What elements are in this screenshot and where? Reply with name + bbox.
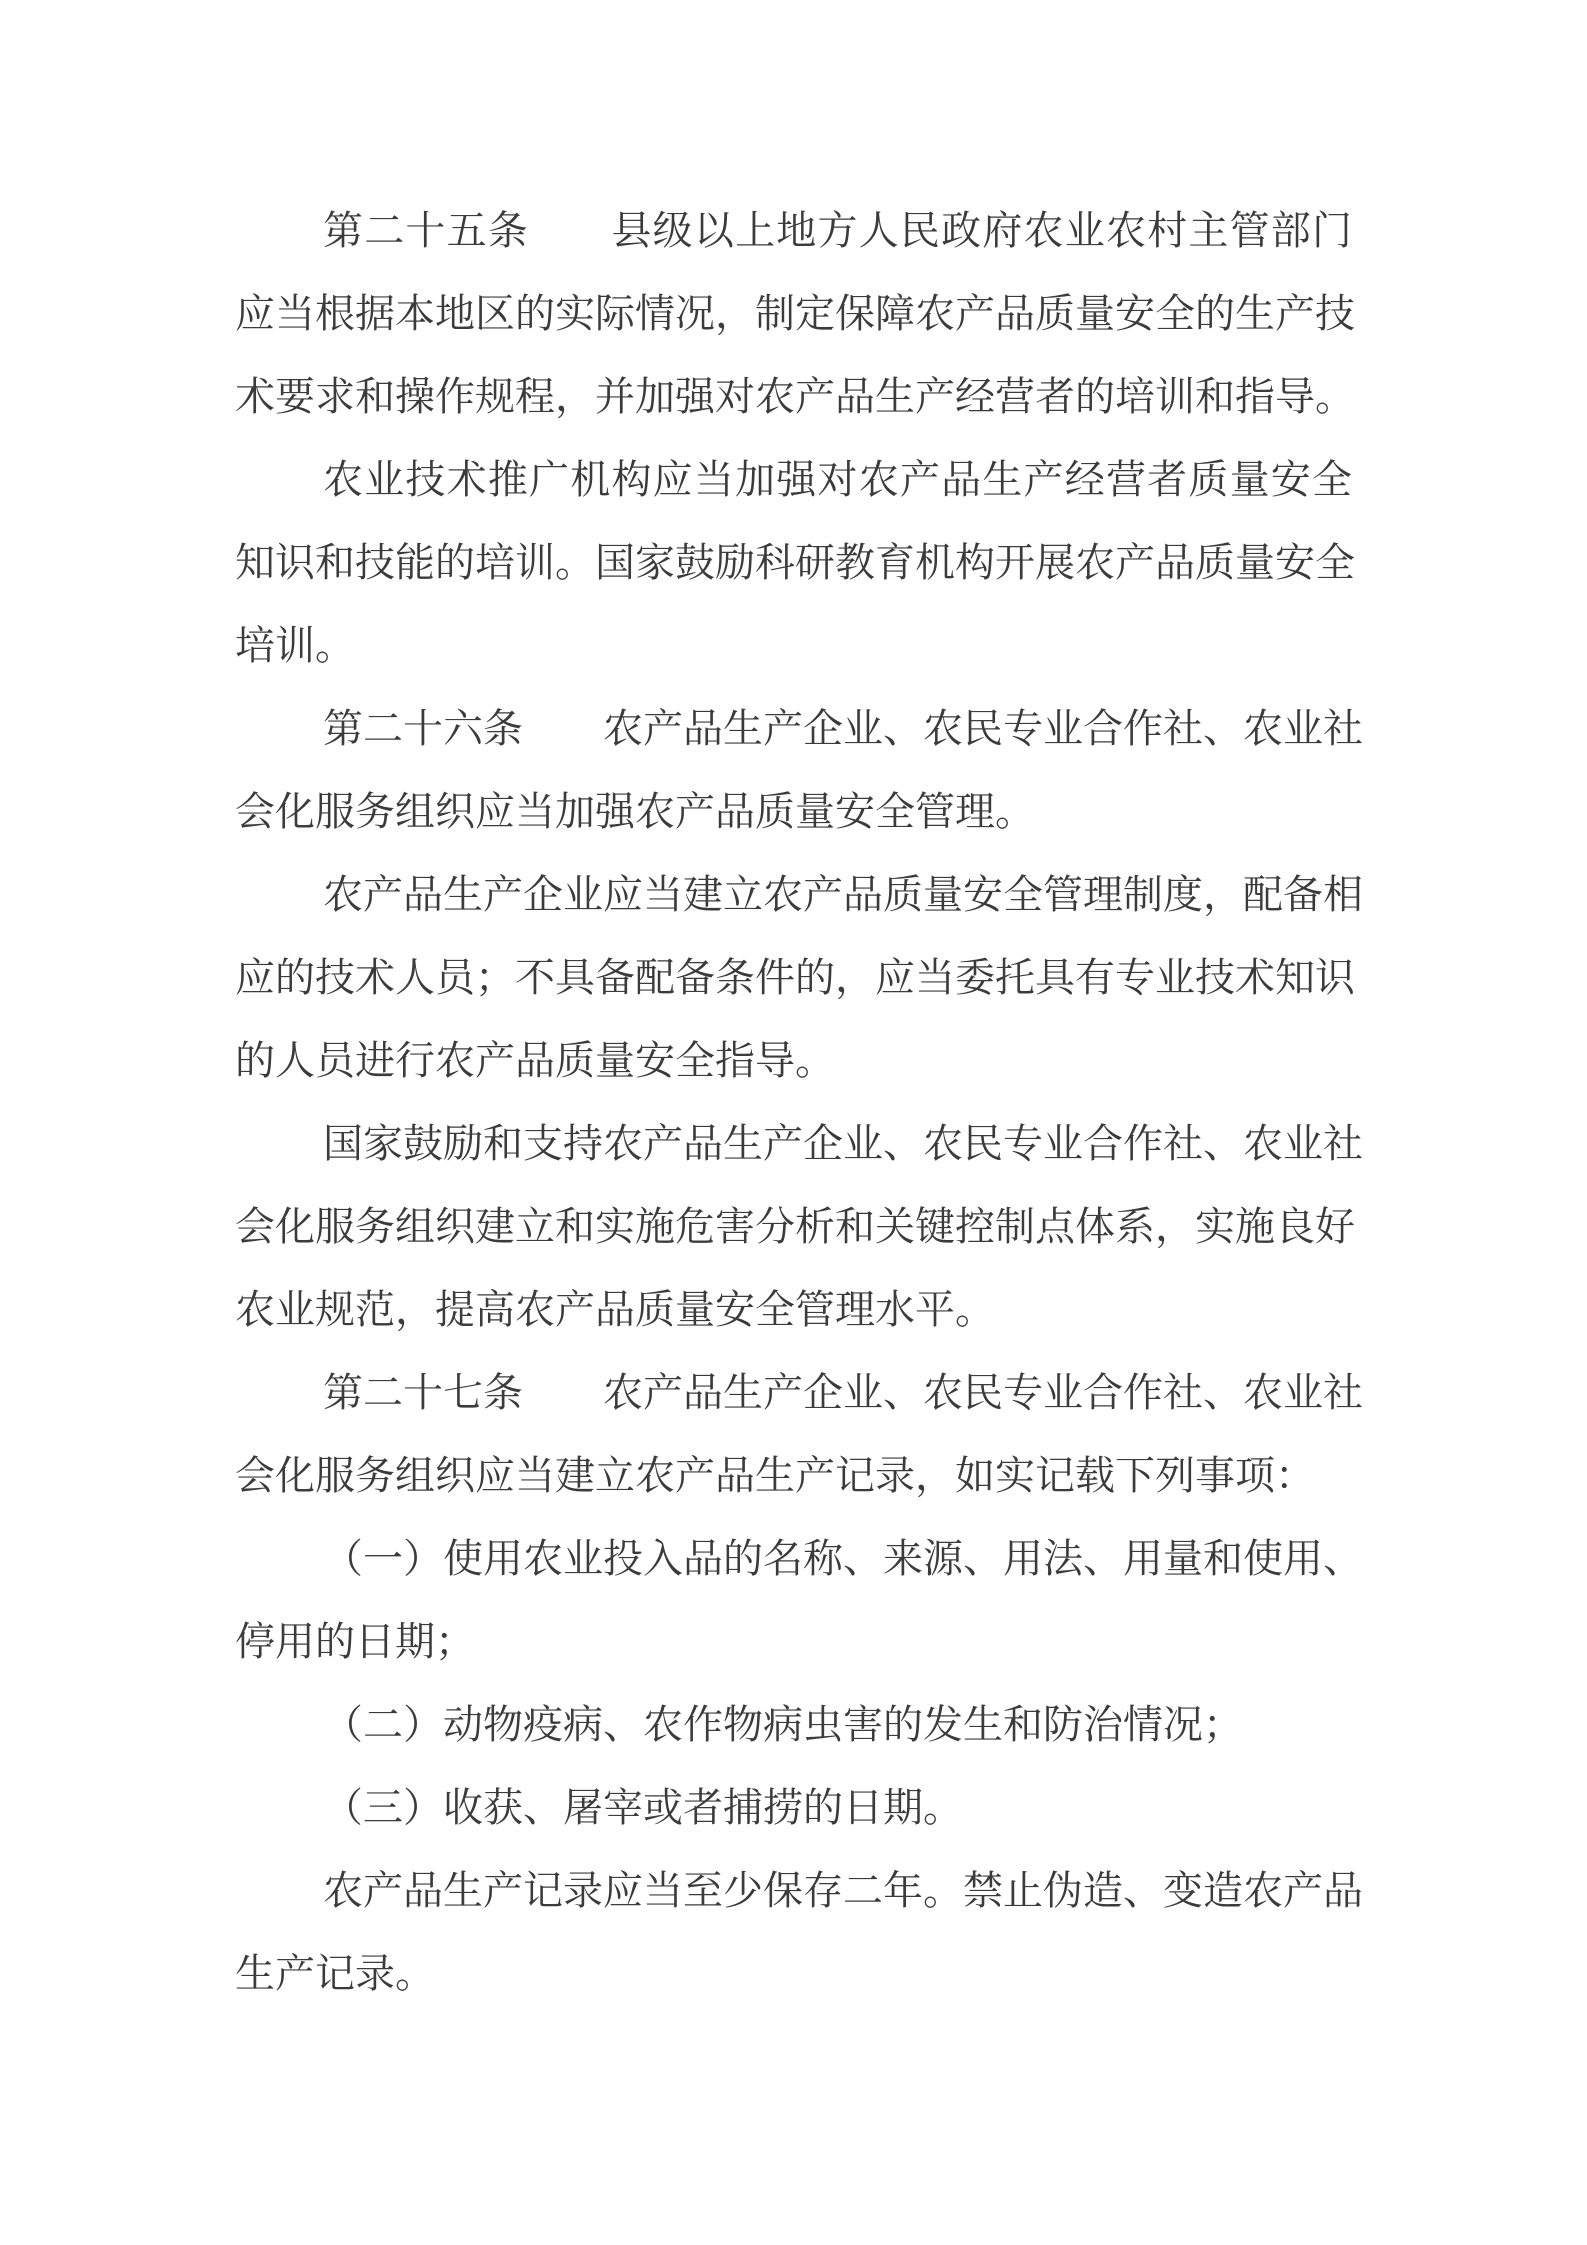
text-line: （一）使用农业投入品的名称、来源、用法、用量和使用、	[323, 1537, 1363, 1581]
text-line: 第二十七条 农产品生产企业、农民专业合作社、农业社	[323, 1371, 1363, 1415]
text-line: 第二十六条 农产品生产企业、农民专业合作社、农业社	[323, 707, 1363, 751]
text-line: 应当根据本地区的实际情况，制定保障农产品质量安全的生产技	[235, 292, 1355, 336]
paragraph	[235, 190, 1355, 439]
text-line: 应的技术人员；不具备配备条件的，应当委托具有专业技术知识	[235, 956, 1355, 1000]
paragraph	[235, 1518, 1363, 1684]
text-line: （二）动物疫病、农作物病虫害的发生和防治情况；	[323, 1703, 1243, 1747]
text-line: 农业规范，提高农产品质量安全管理水平。	[235, 1288, 995, 1332]
text-line: 停用的日期；	[235, 1620, 475, 1664]
text-line: 培训。	[235, 624, 355, 668]
text-line: 会化服务组织应当建立农产品生产记录，如实记载下列事项：	[235, 1454, 1315, 1498]
text-line: 会化服务组织建立和实施危害分析和关键控制点体系，实施良好	[235, 1205, 1355, 1249]
paragraph	[235, 1103, 1363, 1352]
paragraph	[235, 854, 1363, 1103]
text-line: 农产品生产记录应当至少保存二年。禁止伪造、变造农产品	[323, 1869, 1363, 1913]
text-line: 国家鼓励和支持农产品生产企业、农民专业合作社、农业社	[323, 1122, 1363, 1166]
text-line: 农产品生产企业应当建立农产品质量安全管理制度，配备相	[323, 873, 1363, 917]
paragraph	[235, 1684, 1352, 1767]
paragraph	[235, 1850, 1363, 2016]
text-line: 知识和技能的培训。国家鼓励科研教育机构开展农产品质量安全	[235, 541, 1355, 585]
document-body	[235, 190, 1363, 2016]
text-line: 的人员进行农产品质量安全指导。	[235, 1039, 835, 1083]
text-line: 生产记录。	[235, 1952, 435, 1996]
text-line: 第二十五条 县级以上地方人民政府农业农村主管部门	[323, 209, 1352, 253]
paragraph	[235, 688, 1363, 854]
text-line: （三）收获、屠宰或者捕捞的日期。	[323, 1786, 963, 1830]
paragraph	[235, 1767, 1352, 1850]
text-line: 会化服务组织应当加强农产品质量安全管理。	[235, 790, 1035, 834]
text-line: 术要求和操作规程，并加强对农产品生产经营者的培训和指导。	[235, 375, 1355, 419]
paragraph	[235, 1352, 1363, 1518]
text-line: 农业技术推广机构应当加强对农产品生产经营者质量安全	[323, 458, 1352, 502]
paragraph	[235, 439, 1355, 688]
